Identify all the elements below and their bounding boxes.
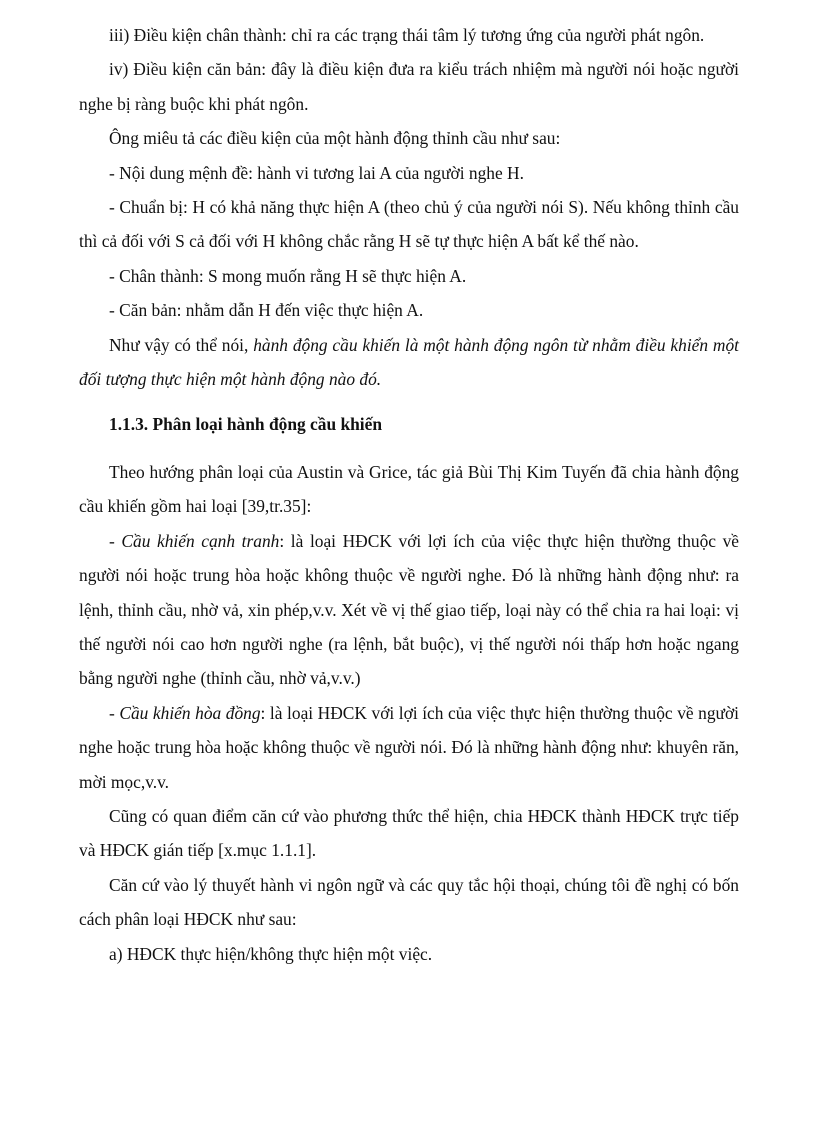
paragraph-preparatory: - Chuẩn bị: H có khả năng thực hiện A (theo chủ ý của người nói S). Nếu không thỉnh cầu thì cả đối với S cả đối với H không chắc rằng H sẽ tự thực hiện A bất kể thế nào.: [79, 197, 739, 252]
paragraph-competitive-directive: [79, 524, 739, 696]
paragraph-essential: - Căn bản: nhằm dẫn H đến việc thực hiện A.: [109, 300, 424, 321]
paragraph-condition-essential: iv) Điều kiện căn bản: đây là điều kiện đưa ra kiểu trách nhiệm mà người nói hoặc người nghe bị ràng buộc khi phát ngôn.: [79, 59, 739, 114]
paragraph-sincerity: - Chân thành: S mong muốn rằng H sẽ thực hiện A.: [109, 265, 467, 286]
convivial-body: : là loại HĐCK với lợi ích của việc thực hiện thường thuộc về người nghe hoặc trung hòa hoặc không thuộc về người nói. Đó là những hành động như: khuyên răn, mời mọc,v.v.: [79, 702, 740, 792]
paragraph-classification-intro: Theo hướng phân loại của Austin và Grice, tác giả Bùi Thị Kim Tuyến đã chia hành động cầu khiến gồm hai loại [39,tr.35]:: [79, 461, 739, 517]
definition-prefix: Như vậy có thể nói,: [109, 334, 254, 355]
paragraph-list-item-a: a) HĐCK thực hiện/không thực hiện một việc.: [109, 943, 433, 964]
document-page: [79, 18, 739, 971]
paragraph-direct-indirect: Cũng có quan điểm căn cứ vào phương thức thể hiện, chia HĐCK thành HĐCK trực tiếp và HĐCK gián tiếp [x.mục 1.1.1].: [79, 805, 739, 861]
section-heading: 1.1.3. Phân loại hành động cầu khiến: [109, 414, 383, 435]
definition-italic: hành động cầu khiến là một hành động ngôn từ nhằm điều khiển một đối tượng thực hiện một hành động nào đó.: [79, 334, 739, 390]
paragraph-propositional-content: - Nội dung mệnh đề: hành vi tương lai A của người nghe H.: [109, 162, 524, 183]
competitive-term: Cầu khiến cạnh tranh: [121, 530, 280, 551]
paragraph-proposal: Căn cứ vào lý thuyết hành vi ngôn ngữ và các quy tắc hội thoại, chúng tôi đề nghị có bốn cách phân loại HĐCK như sau:: [79, 874, 739, 930]
competitive-body: : là loại HĐCK với lợi ích của việc thực hiện thường thuộc về người nói hoặc trung hòa hoặc không thuộc về người nghe. Đó là những hành động như: ra lệnh, thỉnh cầu, nhờ vả, xin phép,v.v. Xét về vị thế giao tiếp, loại này có thể chia ra hai loại: vị thế người nói cao hơn người nghe (ra lệnh, bắt buộc), vị thế người nói thấp hơn hoặc ngang bằng người nghe (thỉnh cầu, nhờ vả,v.v.): [79, 530, 740, 689]
paragraph-request-intro: Ông miêu tả các điều kiện của một hành động thỉnh cầu như sau:: [109, 128, 561, 149]
paragraph-definition: [79, 328, 739, 397]
competitive-prefix: -: [109, 530, 122, 551]
convivial-term: Cầu khiến hòa đồng: [119, 702, 261, 723]
paragraph-condition-sincerity: iii) Điều kiện chân thành: chỉ ra các trạng thái tâm lý tương ứng của người phát ngôn.: [109, 25, 705, 45]
convivial-prefix: -: [109, 702, 120, 723]
paragraph-convivial-directive: [79, 696, 739, 799]
